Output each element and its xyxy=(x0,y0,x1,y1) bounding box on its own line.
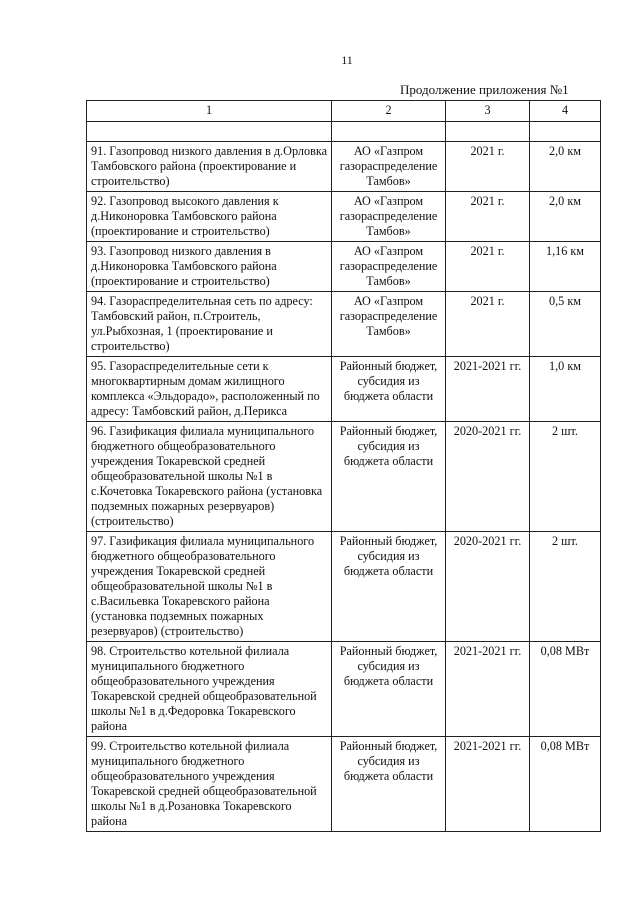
capacity: 1,0 км xyxy=(530,357,601,422)
table-row xyxy=(87,737,601,832)
funding-source: Районный бюджет, субсидия из бюджета области xyxy=(332,357,446,422)
empty-cell xyxy=(530,122,601,142)
table-row xyxy=(87,142,601,192)
column-header-2: 2 xyxy=(332,101,446,122)
funding-source: Районный бюджет, субсидия из бюджета области xyxy=(332,532,446,642)
implementation-period: 2021 г. xyxy=(446,142,530,192)
funding-source: Районный бюджет, субсидия из бюджета области xyxy=(332,737,446,832)
object-name: 92. Газопровод высокого давления к д.Никоноровка Тамбовского района (проектирование и строительство) xyxy=(87,192,332,242)
capacity: 0,08 МВт xyxy=(530,642,601,737)
implementation-period: 2021-2021 гг. xyxy=(446,642,530,737)
column-header-3: 3 xyxy=(446,101,530,122)
funding-source: Районный бюджет, субсидия из бюджета области xyxy=(332,642,446,737)
object-name: 94. Газораспределительная сеть по адресу: Тамбовский район, п.Строитель, ул.Рыбхозная, 1 (проектирование и строительство) xyxy=(87,292,332,357)
table-row xyxy=(87,292,601,357)
annex-table xyxy=(86,100,601,832)
table-row xyxy=(87,357,601,422)
column-header-4: 4 xyxy=(530,101,601,122)
capacity: 1,16 км xyxy=(530,242,601,292)
implementation-period: 2021 г. xyxy=(446,292,530,357)
table-header-row xyxy=(87,101,601,122)
funding-source: АО «Газпром газораспределение Тамбов» xyxy=(332,242,446,292)
column-header-1: 1 xyxy=(87,101,332,122)
implementation-period: 2021-2021 гг. xyxy=(446,737,530,832)
capacity: 0,5 км xyxy=(530,292,601,357)
funding-source: АО «Газпром газораспределение Тамбов» xyxy=(332,192,446,242)
empty-cell xyxy=(332,122,446,142)
empty-cell xyxy=(446,122,530,142)
implementation-period: 2021 г. xyxy=(446,192,530,242)
capacity: 2 шт. xyxy=(530,422,601,532)
object-name: 93. Газопровод низкого давления в д.Никоноровка Тамбовского района (проектирование и строительство) xyxy=(87,242,332,292)
object-name: 99. Строительство котельной филиала муниципального бюджетного общеобразовательного учреждения Токаревской средней общеобразовательной школы №1 в д.Розановка Токаревского района xyxy=(87,737,332,832)
object-name: 98. Строительство котельной филиала муниципального бюджетного общеобразовательного учреждения Токаревской средней общеобразовательной школы №1 в д.Федоровка Токаревского района xyxy=(87,642,332,737)
capacity: 2,0 км xyxy=(530,192,601,242)
empty-row xyxy=(87,122,601,142)
funding-source: Районный бюджет, субсидия из бюджета области xyxy=(332,422,446,532)
page-number: 11 xyxy=(341,53,353,67)
implementation-period: 2021 г. xyxy=(446,242,530,292)
funding-source: АО «Газпром газораспределение Тамбов» xyxy=(332,292,446,357)
table-row xyxy=(87,422,601,532)
object-name: 97. Газификация филиала муниципального бюджетного общеобразовательного учреждения Токаревской средней общеобразовательной школы №1 в с.Васильевка Токаревского района (установка подземных пожарных резервуаров) (строительство) xyxy=(87,532,332,642)
object-name: 96. Газификация филиала муниципального бюджетного общеобразовательного учреждения Токаревской средней общеобразовательной школы №1 в с.Кочетовка Токаревского района (установка подземных пожарных резервуаров) (строительство) xyxy=(87,422,332,532)
table-row xyxy=(87,192,601,242)
table-row xyxy=(87,642,601,737)
implementation-period: 2020-2021 гг. xyxy=(446,532,530,642)
capacity: 0,08 МВт xyxy=(530,737,601,832)
capacity: 2 шт. xyxy=(530,532,601,642)
table-row xyxy=(87,242,601,292)
implementation-period: 2021-2021 гг. xyxy=(446,357,530,422)
capacity: 2,0 км xyxy=(530,142,601,192)
object-name: 95. Газораспределительные сети к многоквартирным домам жилищного комплекса «Эльдорадо», расположенный по адресу: Тамбовский район, д.Перикса xyxy=(87,357,332,422)
empty-cell xyxy=(87,122,332,142)
table-row xyxy=(87,532,601,642)
implementation-period: 2020-2021 гг. xyxy=(446,422,530,532)
object-name: 91. Газопровод низкого давления в д.Орловка Тамбовского района (проектирование и строительство) xyxy=(87,142,332,192)
funding-source: АО «Газпром газораспределение Тамбов» xyxy=(332,142,446,192)
continuation-note: Продолжение приложения №1 xyxy=(400,82,569,97)
